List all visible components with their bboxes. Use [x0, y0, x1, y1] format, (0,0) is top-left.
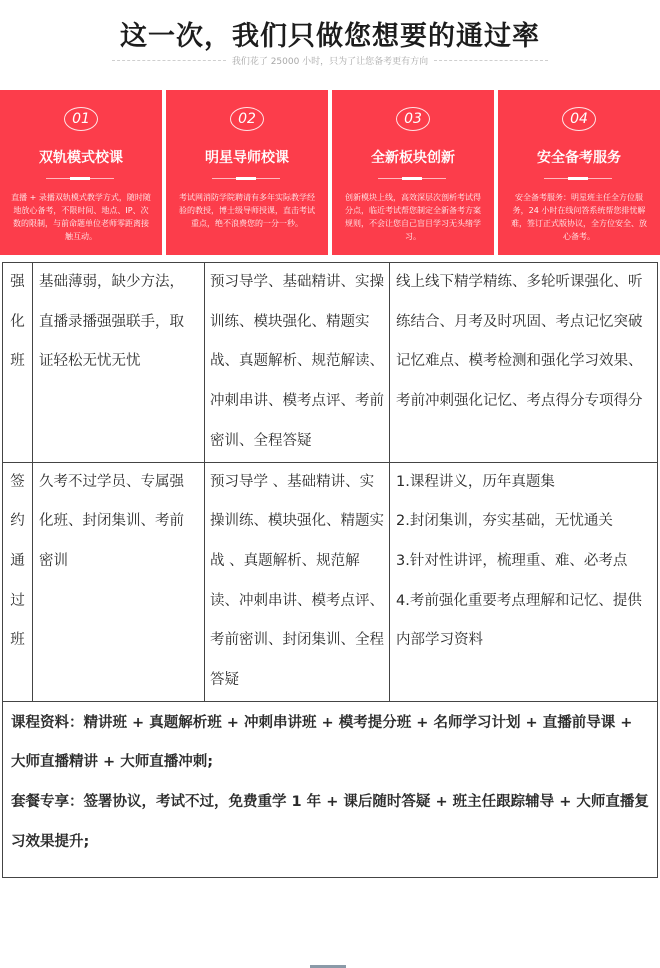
table-row-footer: [3, 701, 658, 877]
card-divider: [212, 178, 280, 179]
audience-cell: 久考不过学员、专属强化班、封闭集训、考前密训: [33, 462, 205, 701]
table-row-contract: [3, 462, 658, 701]
divider-left: [112, 60, 226, 61]
card-divider: [378, 178, 446, 179]
page-header: [0, 0, 660, 88]
features-cell: 线上线下精学精练、多轮听课强化、听练结合、月考及时巩固、考点记忆突破记忆难点、模考检测和强化学习效果、考前冲刺强化记忆、考点得分专项得分: [390, 263, 658, 463]
subtitle-row: [0, 54, 660, 67]
card-title: 安全备考服务: [537, 150, 621, 166]
card-description: 直播 + 录播双轨模式教学方式，随时随地放心备考，不限时间、地点、IP、次数的限制，与前命题单位老师零距离接触互动。: [11, 193, 151, 241]
modules-cell: 预习导学、基础精讲、实操训练、模块强化、精题实战、真题解析、规范解读、冲刺串讲、模考点评、考前密训、全程答疑: [205, 263, 390, 463]
features-cell: [390, 462, 658, 701]
card-divider: [544, 178, 612, 179]
package-benefits-text: 套餐专享：签署协议，考试不过，免费重学 1 年 + 课后随时答疑 + 班主任跟踪辅导 + 大师直播复习效果提升;: [11, 794, 649, 850]
feature-item: 2.封闭集训，夯实基础，无忧通关: [396, 513, 613, 530]
card-number-badge: 04: [562, 107, 596, 131]
course-table: [2, 262, 658, 878]
table-row-intensive: [3, 263, 658, 463]
feature-item: 3.针对性讲评，梳理重、难、必考点: [396, 552, 628, 569]
modules-cell: 预习导学 、基础精讲、实操训练、模块强化、精题实战 、真题解析、规范解读、冲刺串讲、模考点评、考前密训、封闭集训、全程答疑: [205, 462, 390, 701]
card-description: 创新模块上线，高效深层次剖析考试得分点，临近考试帮您制定全新备考方案规则，不会让您自己盲目学习无头绪学习。: [345, 193, 481, 241]
class-name-cell: 签约通过班: [3, 462, 33, 701]
divider-right: [434, 60, 548, 61]
card-number-badge: 01: [64, 107, 98, 131]
footer-cell: [3, 701, 658, 877]
card-divider: [46, 178, 114, 179]
feature-card-03: [332, 90, 494, 255]
feature-card-04: [498, 90, 660, 255]
page-title: 这一次，我们只做您想要的通过率: [120, 21, 540, 52]
page-subtitle: 我们花了 25000 小时，只为了让您备考更有方向: [231, 57, 429, 67]
feature-item: 4.考前强化重要考点理解和记忆、提供内部学习资料: [396, 592, 642, 649]
card-description: 考试网消防学院聘请有多年实际教学经验的教授，博士级导师授课，直击考试重点，绝不浪费您的一分一秒。: [179, 193, 315, 228]
feature-card-02: [166, 90, 328, 255]
card-title: 双轨模式校课: [39, 150, 123, 166]
card-title: 全新板块创新: [371, 150, 455, 166]
feature-cards: [0, 90, 660, 255]
feature-card-01: [0, 90, 162, 255]
card-number-badge: 02: [230, 107, 264, 131]
class-name-cell: 强化班: [3, 263, 33, 463]
course-materials-text: 课程资料：精讲班 + 真题解析班 + 冲刺串讲班 + 模考提分班 + 名师学习计划 + 直播前导课 + 大师直播精讲 + 大师直播冲刺;: [11, 714, 633, 771]
card-title: 明星导师校课: [205, 150, 289, 166]
audience-cell: 基础薄弱，缺少方法，直播录播强强联手，取证轻松无忧无忧: [33, 263, 205, 463]
card-number-badge: 03: [396, 107, 430, 131]
feature-item: 1.课程讲义，历年真题集: [396, 473, 555, 490]
card-description: 安全备考服务：明星班主任全方位服务，24 小时在线问答系统帮您排忧解难，签订正式版协议，全方位安全、放心备考。: [511, 193, 647, 241]
